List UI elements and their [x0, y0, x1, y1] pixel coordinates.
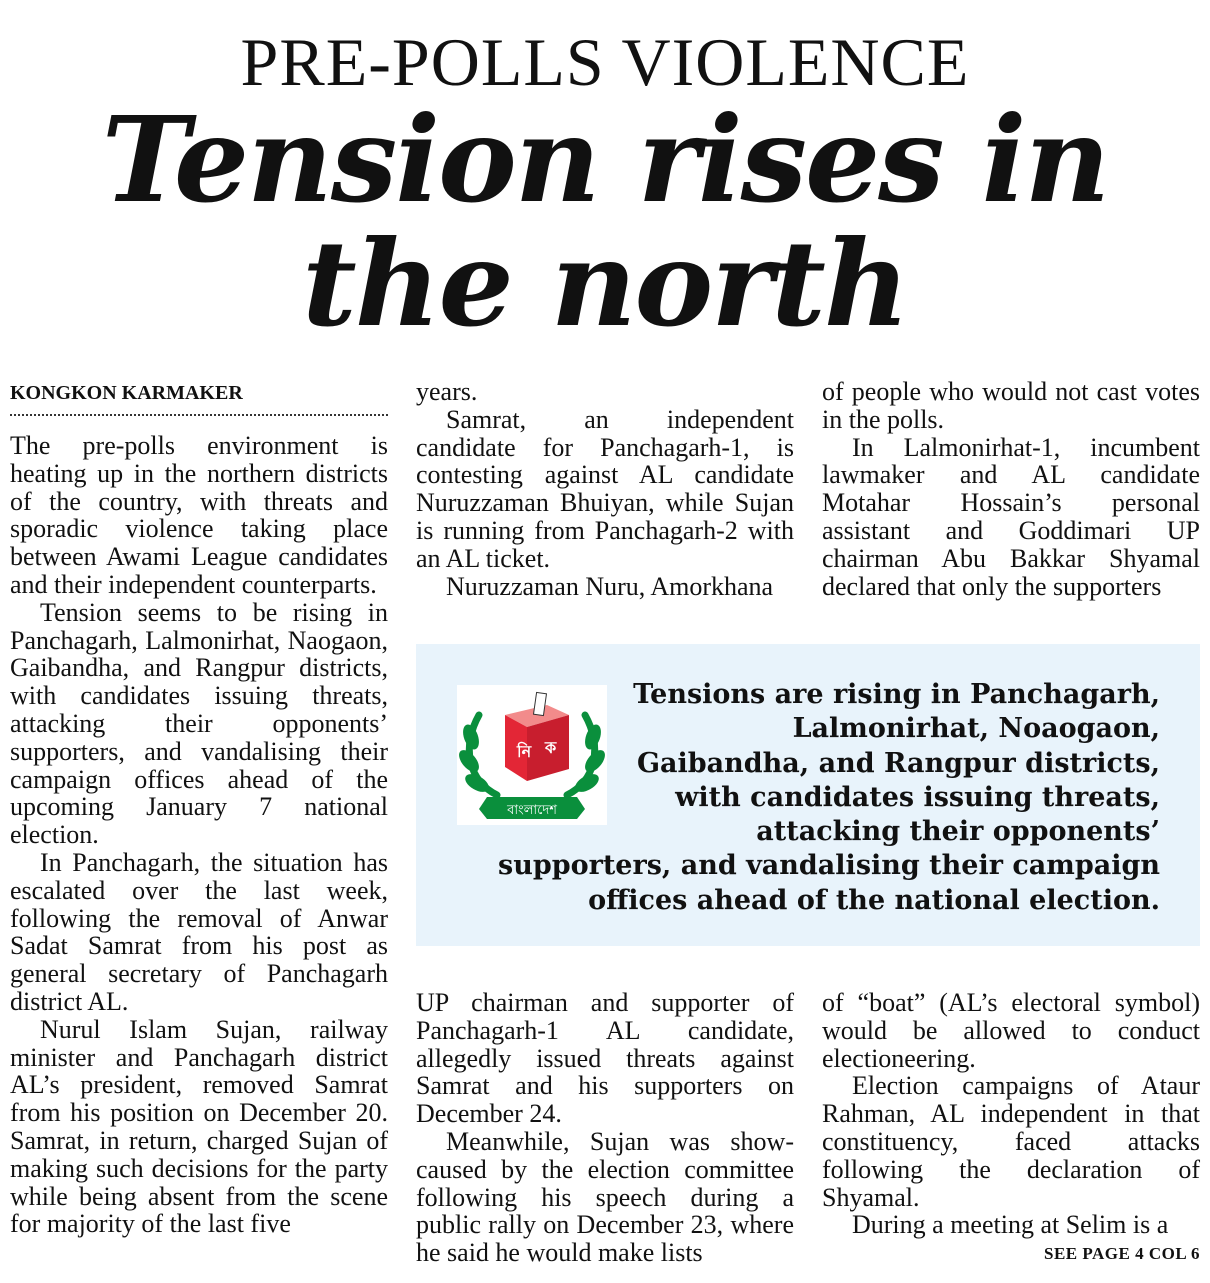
- article-column-2-bottom: [416, 989, 794, 1267]
- pull-quote-line: Lalmonirhat, Noaogaon,: [792, 713, 1160, 745]
- pull-quote-line: Tensions are rising in Panchagarh,: [633, 679, 1160, 710]
- paragraph: The pre-polls environment is heating up in the northern districts of the country, with threats and sporadic violence taking place between Awami League candidates and their independent counterparts.: [10, 431, 388, 599]
- continuation-jump: SEE PAGE 4 COL 6: [1044, 1244, 1200, 1263]
- headline-line-2: the north: [302, 214, 908, 353]
- paragraph: Nurul Islam Sujan, railway minister and Panchagarh district AL’s president, removed Samrat from his position on December 20. Samrat, in return, charged Sujan of making such decisions for the party while being absent from the scene for majority of the last five: [10, 1014, 388, 1239]
- article-column-1: [10, 432, 388, 1238]
- paragraph: of “boat” (AL’s electoral symbol) would be allowed to conduct electioneering.: [822, 988, 1200, 1073]
- paragraph: years.: [416, 377, 478, 406]
- kicker-title: PRE-POLLS VIOLENCE: [240, 24, 970, 100]
- pull-quote-line: attacking their opponents’: [756, 816, 1160, 848]
- pull-quote-line: Gaibandha, and Rangpur districts,: [636, 747, 1160, 779]
- paragraph: Samrat, an independent candidate for Panchagarh-1, is contesting against AL candidate Nuruzzaman Bhuiyan, while Sujan is running from Panchagarh-2 with an AL ticket.: [416, 404, 794, 573]
- article-column-3-bottom: [822, 989, 1200, 1239]
- svg-text:বাংলাদেশ: বাংলাদেশ: [507, 803, 557, 818]
- paragraph: Election campaigns of Ataur Rahman, AL independent in that constituency, faced attacks following the declaration of Shyamal.: [822, 1071, 1200, 1212]
- svg-text:ক: ক: [545, 738, 557, 757]
- pull-quote-line: supporters, and vandalising their campaign: [498, 850, 1160, 882]
- paragraph: Nuruzzaman Nuru, Amorkhana: [446, 571, 774, 601]
- headline: [0, 90, 1210, 353]
- headline-line-1: Tension rises in: [101, 90, 1109, 229]
- paragraph: Meanwhile, Sujan was show-caused by the election committee following his speech during a public rally on December 23, where he said he would make lists: [416, 1126, 794, 1268]
- article-column-2-top: [416, 378, 794, 600]
- byline: KONGKON KARMAKER: [10, 380, 388, 416]
- paragraph: Tension seems to be rising in Panchagarh, Lalmonirhat, Naogaon, Gaibandha, and Rangpur districts, with candidates issuing threats, attacking their opponents’ supporters, and vandalising their campaign offices ahead of the upcoming January 7 national election.: [10, 597, 388, 850]
- pull-quote-line: offices ahead of the national election.: [588, 884, 1160, 916]
- svg-text:নি: নি: [517, 742, 532, 761]
- pull-quote-line: with candidates issuing threats,: [675, 781, 1160, 813]
- paragraph: During a meeting at Selim is a: [852, 1210, 1169, 1240]
- paragraph: In Panchagarh, the situation has escalated over the last week, following the removal of Anwar Sadat Samrat from his post as general secretary of Panchagarh district AL.: [10, 847, 388, 1016]
- paragraph: UP chairman and supporter of Panchagarh-1 AL candidate, allegedly issued threats against Samrat and his supporters on December 24.: [416, 988, 794, 1129]
- paragraph: of people who would not cast votes in the polls.: [822, 377, 1200, 434]
- paragraph: In Lalmonirhat-1, incumbent lawmaker and AL candidate Motahar Hossain’s personal assistant and Goddimari UP chairman Abu Bakkar Shyamal declared that only the supporters: [822, 432, 1200, 601]
- article-column-3-top: [822, 378, 1200, 600]
- pull-quote: [470, 678, 1160, 918]
